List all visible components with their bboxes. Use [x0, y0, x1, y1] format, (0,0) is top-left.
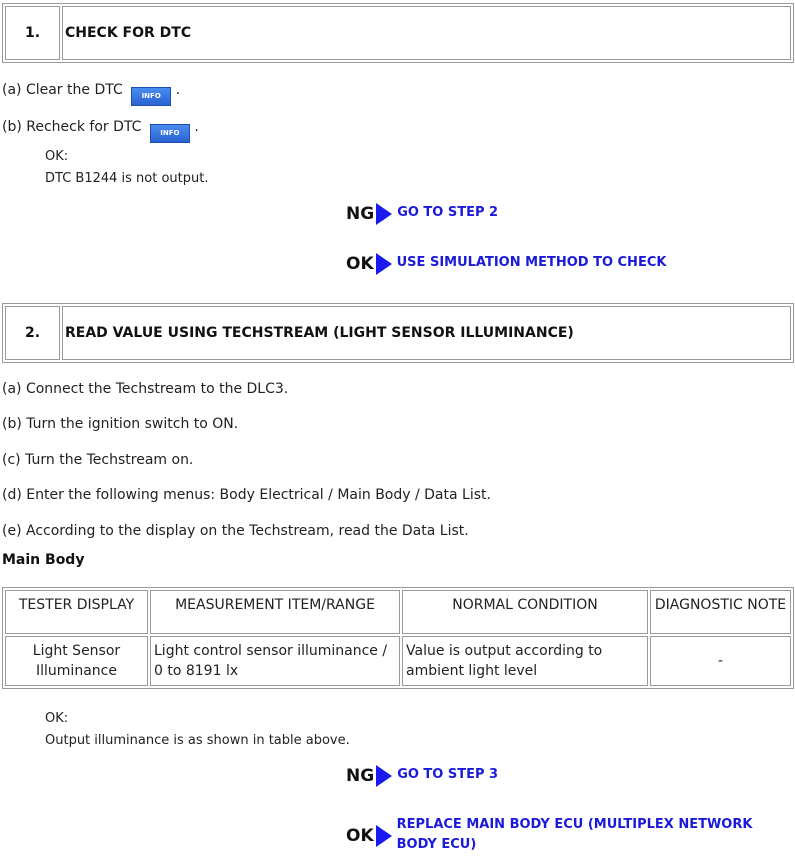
ng-result [346, 203, 498, 225]
instruction-line: (d) Enter the following menus: Body Electrical / Main Body / Data List. [2, 487, 491, 503]
column-header: NORMAL CONDITION [402, 590, 648, 634]
table-cell: Value is output according to ambient light level [402, 636, 648, 686]
column-header: TESTER DISPLAY [5, 590, 148, 634]
simulation-method-link[interactable]: USE SIMULATION METHOD TO CHECK [396, 255, 667, 270]
ok-text: Output illuminance is as shown in table above. [45, 733, 350, 748]
info-button[interactable]: INFO [150, 124, 190, 143]
section-title: Main Body [2, 552, 85, 568]
ok-condition [45, 708, 350, 752]
ng-result [346, 765, 498, 787]
instruction-line: (a) Clear the DTC INFO . [2, 82, 180, 106]
instruction-text: (b) Recheck for DTC [2, 119, 142, 135]
arrow-right-icon [376, 765, 392, 787]
ng-label: NG [346, 204, 375, 224]
ok-result [346, 815, 792, 855]
ng-label: NG [346, 766, 375, 786]
arrow-right-icon [376, 825, 392, 847]
instruction-line: (c) Turn the Techstream on. [2, 452, 194, 468]
go-to-step-2-link[interactable]: GO TO STEP 2 [397, 205, 499, 220]
instruction-text: (a) Clear the DTC [2, 82, 123, 98]
instruction-line: (b) Recheck for DTC INFO . [2, 119, 199, 143]
table-row [5, 636, 791, 686]
table-cell: Light control sensor illuminance / 0 to 8191 lx [150, 636, 400, 686]
ok-text: DTC B1244 is not output. [45, 171, 209, 186]
info-button[interactable]: INFO [131, 87, 171, 106]
column-header: DIAGNOSTIC NOTE [650, 590, 791, 634]
ok-label: OK [346, 826, 374, 846]
instruction-line: (e) According to the display on the Techstream, read the Data List. [2, 523, 469, 539]
arrow-right-icon [376, 253, 392, 275]
step-title: READ VALUE USING TECHSTREAM (LIGHT SENSOR ILLUMINANCE) [62, 306, 791, 360]
arrow-right-icon [376, 203, 392, 225]
data-list-table [2, 587, 794, 689]
step-1-header [2, 3, 794, 63]
go-to-step-3-link[interactable]: GO TO STEP 3 [397, 767, 499, 782]
instruction-line: (a) Connect the Techstream to the DLC3. [2, 381, 289, 397]
ok-label: OK [346, 254, 374, 274]
step-title: CHECK FOR DTC [62, 6, 791, 60]
table-cell: - [650, 636, 791, 686]
ok-result [346, 253, 666, 275]
table-header-row [5, 590, 791, 634]
step-number: 1. [5, 6, 60, 60]
column-header: MEASUREMENT ITEM/RANGE [150, 590, 400, 634]
replace-ecu-link[interactable]: REPLACE MAIN BODY ECU (MULTIPLEX NETWORK BODY ECU) [396, 817, 753, 852]
instruction-line: (b) Turn the ignition switch to ON. [2, 416, 239, 432]
step-2-header [2, 303, 794, 363]
ok-label: OK: [45, 711, 69, 726]
table-cell: Light Sensor Illuminance [5, 636, 148, 686]
ok-condition [45, 146, 208, 190]
step-number: 2. [5, 306, 60, 360]
ok-label: OK: [45, 149, 69, 164]
